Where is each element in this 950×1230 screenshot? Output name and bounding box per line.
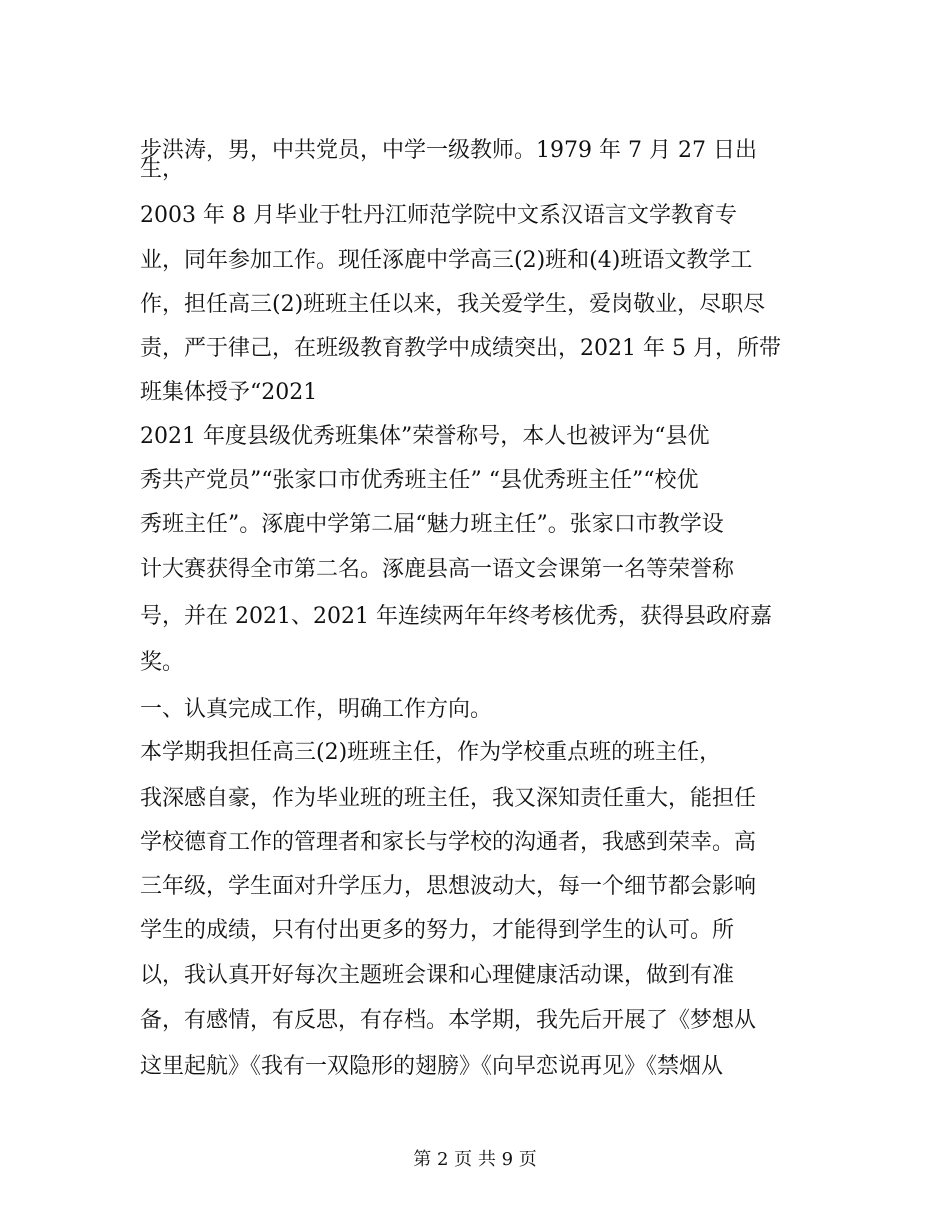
text-line: 这里起航》《我有一双隐形的翅膀》《向早恋说再见》《禁烟从	[140, 1054, 724, 1079]
text-line: 生，	[140, 157, 185, 182]
text-line: 2021 年度县级优秀班集体”荣誉称号，本人也被评为“县优	[140, 424, 710, 449]
text-line: 计大赛获得全市第二名。涿鹿县高一语文会课第一名等荣誉称	[140, 557, 735, 582]
text-line: 三年级，学生面对升学压力，思想波动大，每一个细节都会影响	[140, 874, 757, 899]
text-line: 秀共产党员”“张家口市优秀班主任” “县优秀班主任”“校优	[140, 468, 699, 493]
text-line: 本学期我担任高三(2)班班主任，作为学校重点班的班主任，	[140, 740, 722, 765]
text-line: 学校德育工作的管理者和家长与学校的沟通者，我感到荣幸。高	[140, 830, 757, 855]
text-line: 责，严于律己，在班级教育教学中成绩突出，2021 年 5 月，所带	[140, 336, 781, 361]
text-line: 号，并在 2021、2021 年连续两年年终考核优秀，获得县政府嘉	[140, 604, 772, 629]
text-line: 步洪涛，男，中共党员，中学一级教师。1979 年 7 月 27 日出	[140, 138, 757, 163]
text-line: 备，有感情，有反思，有存档。本学期，我先后开展了《梦想从	[140, 1008, 757, 1033]
text-line: 我深感自豪，作为毕业班的班主任，我又深知责任重大，能担任	[140, 786, 757, 811]
text-line: 以，我认真开好每次主题班会课和心理健康活动课，做到有准	[140, 963, 735, 988]
page-number-footer: 第 2 页 共 9 页	[413, 1149, 537, 1170]
text-line: 业，同年参加工作。现任涿鹿中学高三(2)班和(4)班语文教学工	[140, 248, 753, 273]
section-heading: 一、认真完成工作，明确工作方向。	[140, 697, 493, 722]
text-line: 学生的成绩，只有付出更多的努力，才能得到学生的认可。所	[140, 918, 735, 943]
text-line: 2003 年 8 月毕业于牡丹江师范学院中文系汉语言文学教育专	[140, 203, 737, 228]
text-line: 作，担任高三(2)班班主任以来，我关爱学生，爱岗敬业，尽职尽	[140, 292, 766, 317]
text-line: 奖。	[140, 650, 185, 675]
text-line: 班集体授予“2021	[140, 380, 318, 405]
text-line: 秀班主任”。涿鹿中学第二届“魅力班主任”。张家口市教学设	[140, 512, 724, 537]
